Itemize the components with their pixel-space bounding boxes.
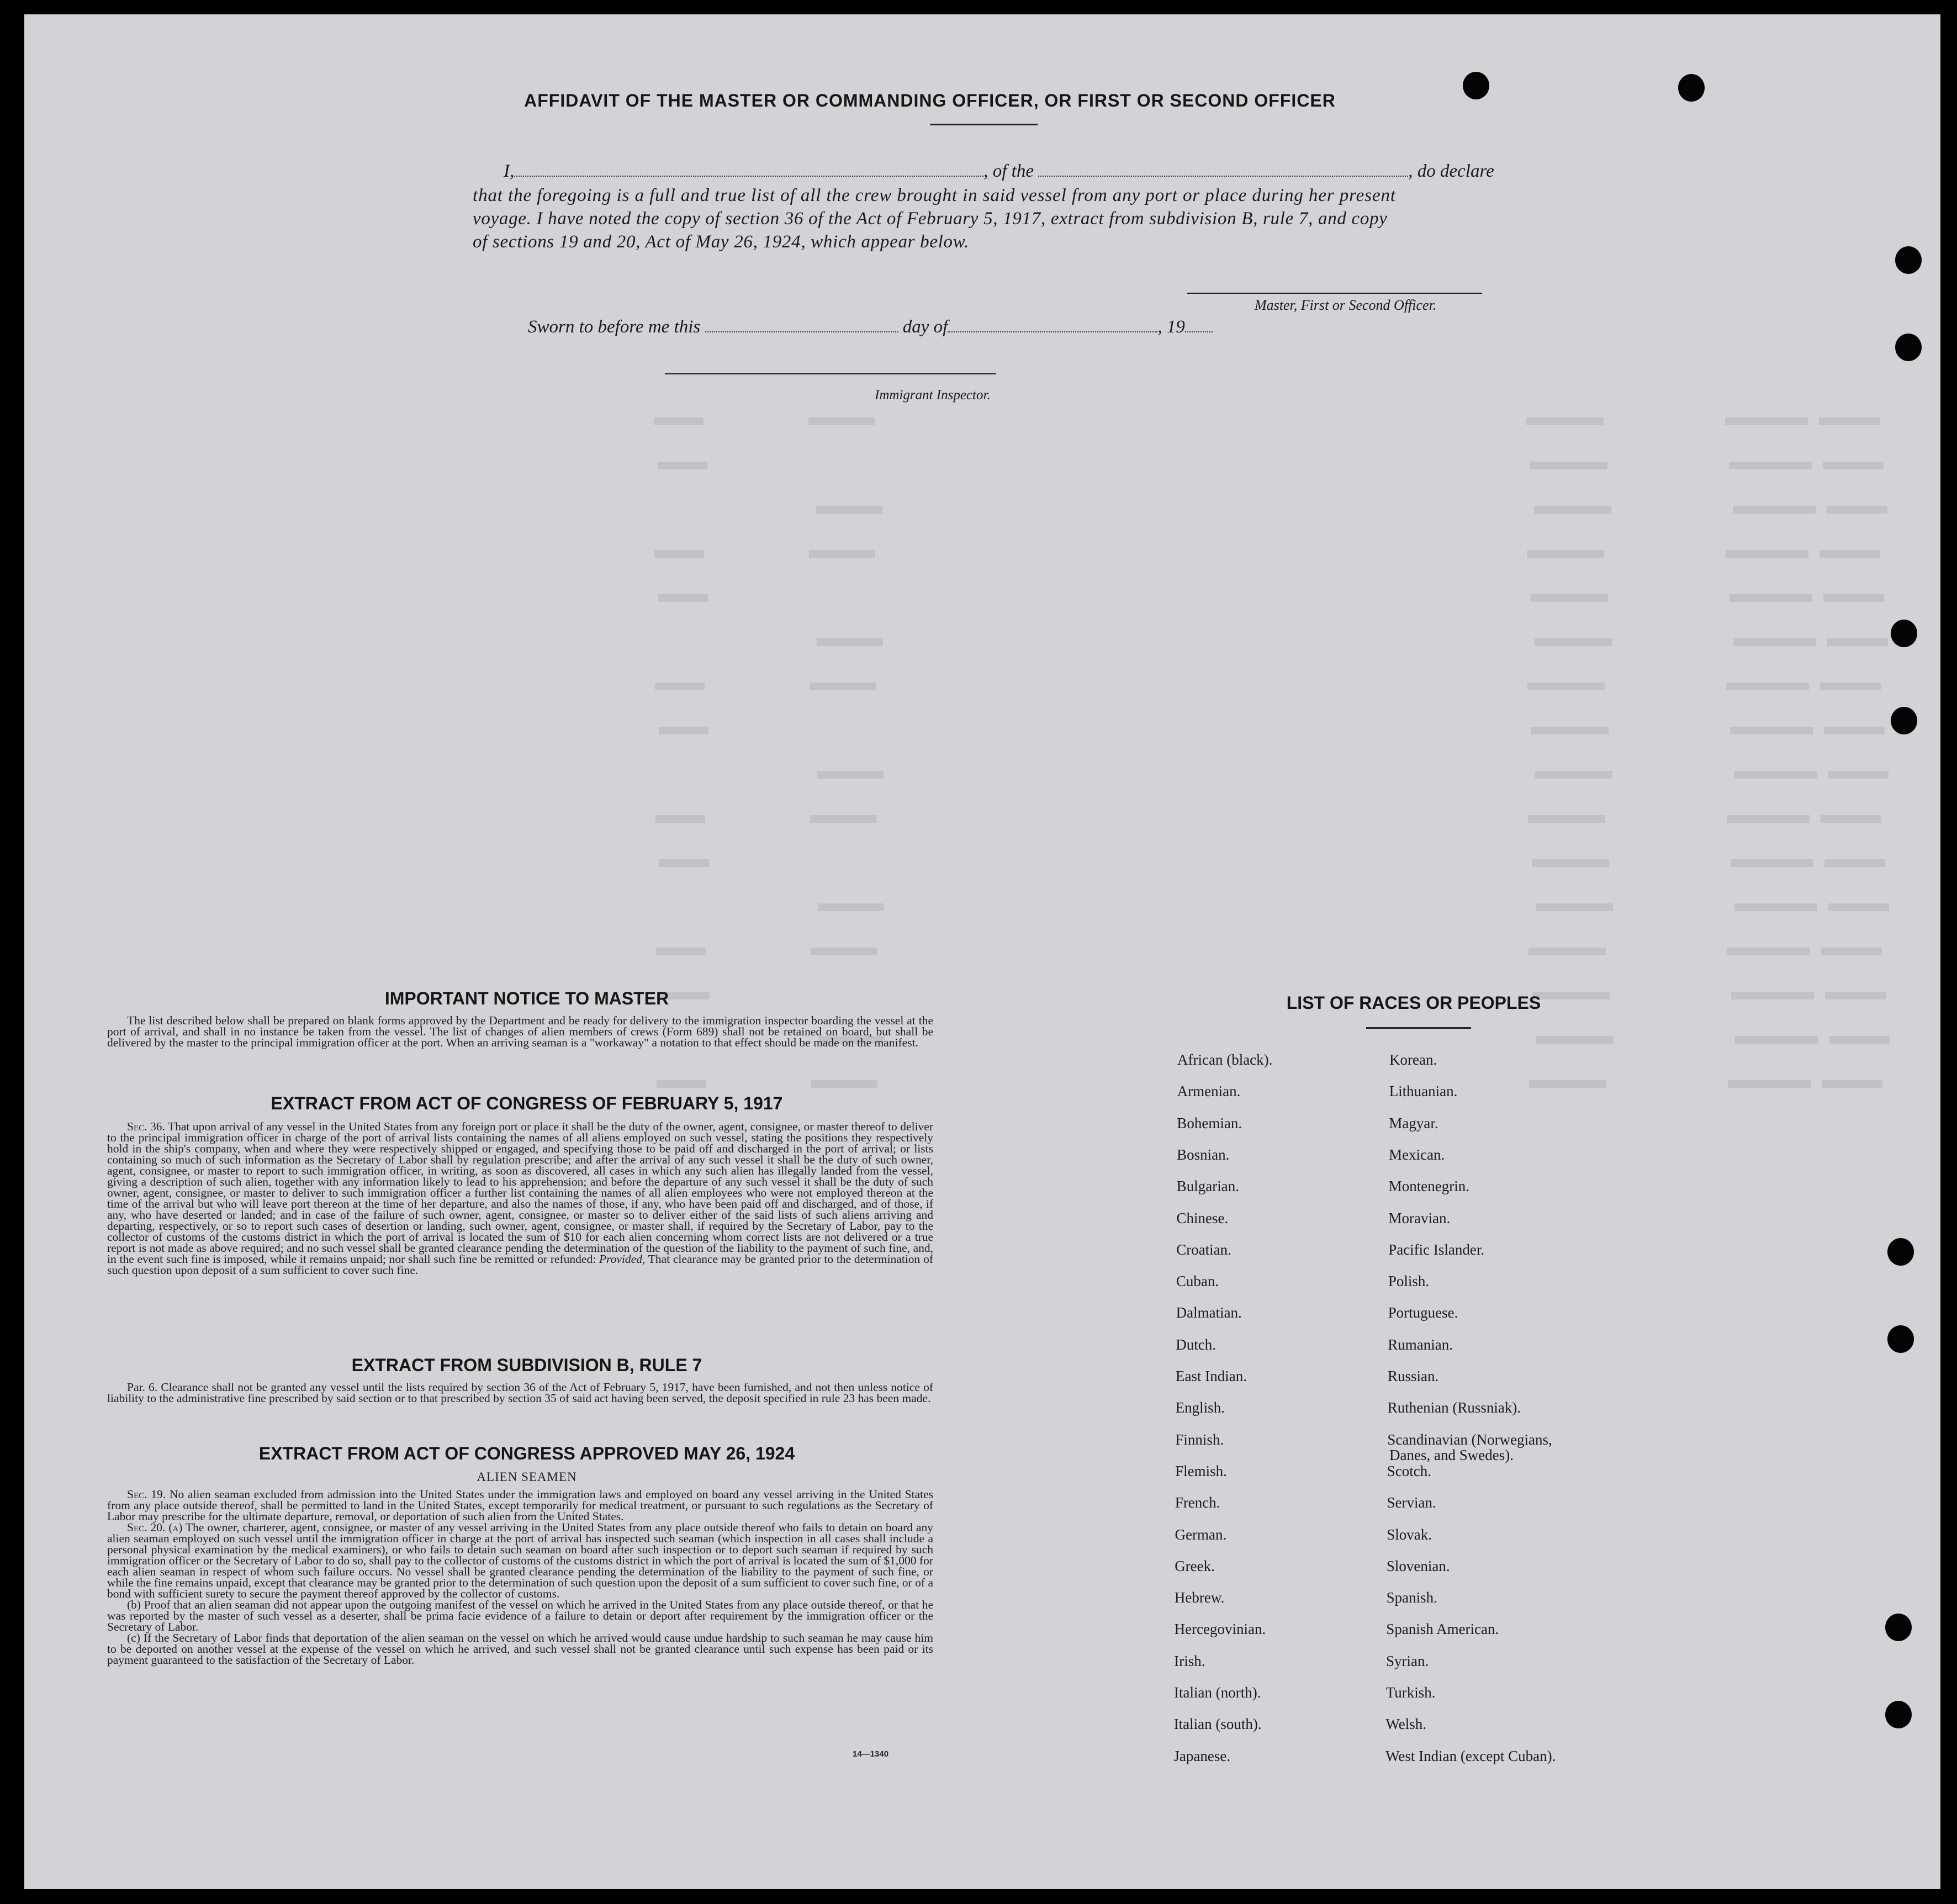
punch-hole	[1891, 707, 1917, 734]
provided-word: Provided,	[599, 1252, 646, 1266]
bleed-through-mark	[808, 417, 875, 425]
race-item: Servian.	[1387, 1494, 1436, 1511]
bleed-through-mark	[1731, 992, 1814, 999]
notice-title: IMPORTANT NOTICE TO MASTER	[384, 988, 669, 1008]
race-item: Spanish American.	[1386, 1621, 1499, 1638]
sec19-label: Sec. 19.	[127, 1488, 166, 1501]
document-page	[24, 14, 1940, 1889]
affidavit-line-3: voyage. I have noted the copy of section 36 of the Act of February 5, 1917, extract from subdivision B, rule 7, and copy	[473, 209, 1388, 229]
bleed-through-mark	[1733, 506, 1816, 514]
extract-1917-text	[107, 1121, 933, 1276]
punch-hole	[1895, 334, 1922, 361]
bleed-through-mark	[654, 417, 704, 425]
race-item: Lithuanian.	[1389, 1083, 1458, 1100]
race-item: Greek.	[1175, 1557, 1215, 1574]
bleed-through-mark	[1527, 550, 1604, 558]
notice-paragraph: The list described below shall be prepared on blank forms approved by the Department and be ready for delivery to the immigration inspector boarding the vessel at the port of arrival, and shall in no instance be taken from the vessel. The list of changes of alien members of crews (Form 689) shall not be retained on board, but shall be delivered by the master to the principal immigration officer at the port. When an arriving seaman is a "workaway" a notation to that effect should be made on the manifest.	[107, 1014, 933, 1049]
affidavit-line-4: of sections 19 and 20, Act of May 26, 1924, which appear below.	[473, 232, 969, 252]
bleed-through-mark	[1731, 859, 1813, 867]
bleed-through-mark	[1528, 815, 1605, 823]
bleed-through-mark	[818, 903, 884, 911]
bleed-through-mark	[655, 815, 705, 823]
bleed-through-mark	[1728, 1080, 1811, 1088]
race-item: Chinese.	[1176, 1209, 1229, 1226]
bleed-through-mark	[1727, 948, 1810, 955]
race-item: Italian (south).	[1173, 1716, 1262, 1733]
race-item: Pacific Islander.	[1388, 1241, 1485, 1258]
bleed-through-mark	[810, 683, 876, 690]
race-item: Cuban.	[1176, 1273, 1219, 1290]
race-item: Hebrew.	[1174, 1589, 1225, 1606]
sec19-body: No alien seaman excluded from admission into the United States under the immigration laws and employed on board any vessel arriving in the United States from any place outside thereof, shall be permitted to land in the United States, except temporarily for medical treatment, or pursuant to such regulations as the Secretary of Labor may prescribe for the ultimate departure, removal, or deportation of such alien from the United States.	[107, 1488, 933, 1523]
inspector-label: Immigrant Inspector.	[875, 388, 991, 403]
sec36-label: Sec. 36.	[127, 1120, 165, 1133]
bleed-through-mark	[1735, 1036, 1818, 1044]
bleed-through-mark	[1531, 727, 1609, 734]
race-item: German.	[1175, 1526, 1227, 1543]
bleed-through-mark	[1824, 859, 1885, 867]
bleed-through-mark	[1726, 550, 1808, 558]
bleed-through-mark	[1529, 1080, 1606, 1088]
bleed-through-mark	[1727, 815, 1810, 823]
bleed-through-mark	[1729, 462, 1812, 469]
race-item: Bosnian.	[1177, 1146, 1230, 1163]
affidavit-line-1	[504, 161, 1536, 182]
notice-text	[107, 1015, 933, 1048]
bleed-through-mark	[1734, 903, 1817, 911]
bleed-through-mark	[1532, 859, 1609, 867]
bleed-through-mark	[1725, 417, 1808, 425]
race-item: Rumanian.	[1388, 1336, 1453, 1353]
punch-hole	[1885, 1614, 1912, 1641]
race-item: Croatian.	[1176, 1241, 1231, 1258]
extract-rule7-title: EXTRACT FROM SUBDIVISION B, RULE 7	[351, 1355, 702, 1375]
sec36-body: That upon arrival of any vessel in the United States from any foreign port or place it shall be the duty of the owner, agent, consignee, or master thereof to deliver to the principal immigration officer in charge of the port of arrival lists containing the names of all aliens employed on such vessel, stating the positions they respectively hold in the ship's company, when and where they were respectively shipped or engaged, and specifying those to be paid off and discharged in the port of arrival; or lists containing so much of such information as the Secretary of Labor shall by regulation prescribe; and after the arrival of any such vessel it shall be the duty of such owner, agent, consignee, or master to report to such immigration officer, in writing, as soon as discovered, all cases in which any such alien has illegally landed from the vessel, giving a description of such alien, together with any information likely to lead to his apprehension; and before the departure of any such vessel it shall be the duty of such owner, agent, consignee, or master to deliver to such immigration officer a further list containing the names of all alien employees who were not employed thereon at the time of the arrival but who will leave port thereon at the time of her departure, and also the names of those, if any, who have been paid off and discharged, and of those, if any, who have deserted or landed; and in case of the failure of such owner, agent, consignee, or master so to deliver either of the said lists of such aliens arriving and departing, respectively, or so to report such cases of desertion or landing, such owner, agent, consignee, or master shall, if required by the Secretary of Labor, pay to the collector of customs of the customs district in which the port of arrival is located the sum of $10 for each alien concerning whom correct lists are not delivered or a true report is not made as above required; and no such vessel shall be granted clearance pending the determination of the question of the liability to the payment of such fine, and, in the event such fine is imposed, while it remains unpaid; nor shall such fine be remitted or refunded:	[107, 1120, 933, 1266]
bleed-through-mark	[811, 1080, 877, 1088]
bleed-through-mark	[1819, 417, 1880, 425]
sworn-line	[528, 317, 1213, 337]
bleed-through-mark	[656, 948, 706, 955]
bleed-through-mark	[1821, 948, 1882, 955]
name-blank	[514, 163, 983, 177]
race-item: Italian (north).	[1174, 1684, 1261, 1701]
bleed-through-mark	[1827, 506, 1887, 514]
bleed-through-mark	[1535, 771, 1612, 779]
race-item: Russian.	[1388, 1368, 1439, 1384]
race-item: Polish.	[1388, 1273, 1430, 1290]
bleed-through-mark	[659, 727, 708, 734]
race-item: East Indian.	[1176, 1368, 1247, 1384]
affidavit-line-2: that the foregoing is a full and true list of all the crew brought in said vessel from any port or place during her present	[473, 186, 1396, 205]
punch-hole	[1885, 1701, 1912, 1728]
race-item: Slovenian.	[1386, 1557, 1450, 1574]
race-item: Finnish.	[1175, 1431, 1224, 1448]
divider	[930, 124, 1038, 125]
race-item: Armenian.	[1177, 1083, 1241, 1100]
race-item: Moravian.	[1388, 1209, 1451, 1226]
sec20a-paragraph	[107, 1522, 933, 1599]
race-item: Spanish.	[1386, 1589, 1437, 1606]
bleed-through-mark	[809, 550, 875, 558]
month-blank	[948, 319, 1157, 332]
affidavit-of-the-text: , of the	[983, 161, 1034, 181]
bleed-through-mark	[1534, 506, 1611, 514]
sec19-paragraph	[107, 1489, 933, 1522]
bleed-through-mark	[658, 462, 707, 469]
race-item: Montenegrin.	[1388, 1178, 1470, 1195]
divider	[1366, 1027, 1471, 1029]
race-item: Japanese.	[1173, 1747, 1231, 1764]
sworn-prefix-text: Sworn to before me this	[528, 317, 701, 337]
bleed-through-mark	[1536, 903, 1613, 911]
bleed-through-mark	[1820, 550, 1880, 558]
extract-rule7-text	[107, 1382, 933, 1404]
bleed-through-mark	[816, 506, 882, 514]
sec36-end: That clearance may be granted prior to the determination of such question upon deposit of a sum sufficient to cover such fine.	[107, 1252, 933, 1277]
sec20-label: Sec. 20. (a)	[127, 1521, 183, 1534]
race-item: Turkish.	[1385, 1684, 1436, 1701]
bleed-through-mark	[811, 948, 877, 955]
sec20c-paragraph: (c) If the Secretary of Labor finds that deportation of the alien seaman on the vessel on which he arrived would cause undue hardship to such seaman he may cause him to be deported on another vessel at the expense of the vessel on which he arrived, and such vessel shall not be granted clearance until such expense has been paid or its payment guaranteed to the satisfaction of the Secretary of Labor.	[107, 1631, 933, 1667]
race-item: Portuguese.	[1388, 1304, 1458, 1321]
race-item: Syrian.	[1386, 1652, 1429, 1669]
bleed-through-mark	[1733, 638, 1816, 646]
race-item: Irish.	[1174, 1652, 1205, 1669]
race-item: Mexican.	[1389, 1146, 1445, 1163]
affidavit-title: AFFIDAVIT OF THE MASTER OR COMMANDING OFFICER, OR FIRST OR SECOND OFFICER	[524, 91, 1336, 110]
vessel-blank	[1038, 163, 1408, 177]
bleed-through-mark	[1729, 594, 1812, 602]
race-item: Scandinavian (Norwegians,	[1387, 1431, 1552, 1448]
race-item: Magyar.	[1389, 1114, 1438, 1131]
bleed-through-mark	[1726, 683, 1809, 690]
bleed-through-mark	[1528, 948, 1606, 955]
bleed-through-mark	[817, 638, 883, 646]
bleed-through-mark	[1527, 683, 1605, 690]
sec36-paragraph	[107, 1121, 933, 1276]
bleed-through-mark	[1828, 903, 1889, 911]
master-signature-line	[1187, 293, 1482, 294]
bleed-through-mark	[655, 683, 705, 690]
bleed-through-mark	[658, 594, 708, 602]
master-label: Master, First or Second Officer.	[1255, 297, 1437, 313]
extract-1924-title: EXTRACT FROM ACT OF CONGRESS APPROVED MAY 26, 1924	[258, 1443, 795, 1463]
sworn-year-text: , 19	[1157, 317, 1185, 337]
bleed-through-mark	[1827, 638, 1888, 646]
bleed-through-mark	[1828, 771, 1889, 779]
bleed-through-mark	[1821, 815, 1881, 823]
race-item: Korean.	[1389, 1051, 1437, 1068]
race-item: Bohemian.	[1177, 1114, 1242, 1131]
race-item: Flemish.	[1175, 1462, 1227, 1479]
bleed-through-mark	[1823, 462, 1884, 469]
race-item: Bulgarian.	[1176, 1178, 1240, 1195]
race-item: West Indian (except Cuban).	[1385, 1747, 1556, 1764]
sec20b-paragraph: (b) Proof that an alien seaman did not appear upon the outgoing manifest of the vessel on which he arrived in the United States from any place outside thereof, or that he was reported by the master of such vessel as a deserter, shall be prima facie evidence of a failure to detain or deport after requirement by the immigration officer or the Secretary of Labor.	[107, 1598, 933, 1633]
bleed-through-mark	[1730, 727, 1813, 734]
affidavit-i-text: I,	[504, 161, 515, 181]
bleed-through-mark	[1829, 1036, 1890, 1044]
day-blank	[705, 319, 898, 332]
affidavit-declare-text: , do declare	[1408, 161, 1494, 181]
race-item: Scotch.	[1387, 1462, 1432, 1479]
race-item: Slovak.	[1387, 1526, 1432, 1543]
inspector-signature-line	[665, 373, 996, 374]
punch-hole	[1887, 1325, 1914, 1353]
bleed-through-mark	[1734, 771, 1817, 779]
bleed-through-mark	[1822, 1080, 1882, 1088]
race-item: English.	[1175, 1399, 1225, 1416]
punch-hole	[1678, 74, 1705, 102]
bleed-through-mark	[654, 550, 704, 558]
punch-hole	[1895, 246, 1922, 274]
bleed-through-mark	[1526, 417, 1604, 425]
sworn-day-of-text: day of	[902, 317, 948, 337]
year-blank	[1185, 319, 1213, 332]
bleed-through-mark	[1825, 992, 1886, 999]
bleed-through-mark	[817, 771, 884, 779]
bleed-through-mark	[1824, 727, 1885, 734]
bleed-through-mark	[1531, 594, 1608, 602]
bleed-through-mark	[1820, 683, 1881, 690]
alien-seamen-subtitle: ALIEN SEAMEN	[477, 1470, 577, 1484]
race-item: Welsh.	[1385, 1716, 1426, 1733]
race-item: Ruthenian (Russniak).	[1387, 1399, 1521, 1416]
form-number: 14—1340	[853, 1749, 889, 1759]
rule7-paragraph: Par. 6. Clearance shall not be granted any vessel until the lists required by section 36 of the Act of February 5, 1917, have been furnished, and not then unless notice of liability to the administrative fine prescribed by said section or to that prescribed by section 35 of said act having been served, the deposit specified in rule 23 has been made.	[107, 1381, 933, 1405]
punch-hole	[1887, 1238, 1914, 1266]
race-item: Hercegovinian.	[1174, 1621, 1266, 1638]
bleed-through-mark	[810, 815, 876, 823]
bleed-through-mark	[1530, 462, 1607, 469]
extract-1924-text	[107, 1489, 933, 1665]
extract-1917-title: EXTRACT FROM ACT OF CONGRESS OF FEBRUARY 5, 1917	[271, 1093, 783, 1113]
bleed-through-mark	[659, 859, 709, 867]
sec20a-body: The owner, charterer, agent, consignee, or master of any vessel arriving in the United States from any place outside thereof who fails to detain on board any alien seaman employed on such vessel until the immigration officer in charge at the port of arrival has inspected such seaman (which inspection in all cases shall include a personal physical examination by the medical examiners), or who fails to detain such seaman on board after such inspection or to deport such seaman if required by such immigration officer or the Secretary of Labor to do so, shall pay to the collector of customs of the customs district in which the port of arrival is located the sum of $1,000 for each alien seaman in respect of whom such failure occurs. No vessel shall be granted clearance pending the determination of the liability to the payment of such fine, or while the fine remains unpaid, except that clearance may be granted prior to the determination of such question upon the deposit of a sum sufficient to cover such fine, or of a bond with sufficient surety to secure the payment thereof approved by the collector of customs.	[107, 1521, 933, 1600]
bleed-through-mark	[1535, 638, 1612, 646]
race-item: Danes, and Swedes).	[1389, 1446, 1514, 1463]
bleed-through-mark	[1823, 594, 1884, 602]
bleed-through-mark	[657, 1080, 706, 1088]
punch-hole	[1891, 620, 1917, 647]
race-item: Dutch.	[1176, 1336, 1216, 1353]
race-item: French.	[1175, 1494, 1220, 1511]
race-item: African (black).	[1177, 1051, 1273, 1068]
bleed-through-mark	[1536, 1036, 1614, 1044]
races-title: LIST OF RACES OR PEOPLES	[1286, 993, 1541, 1013]
race-item: Dalmatian.	[1176, 1304, 1242, 1321]
